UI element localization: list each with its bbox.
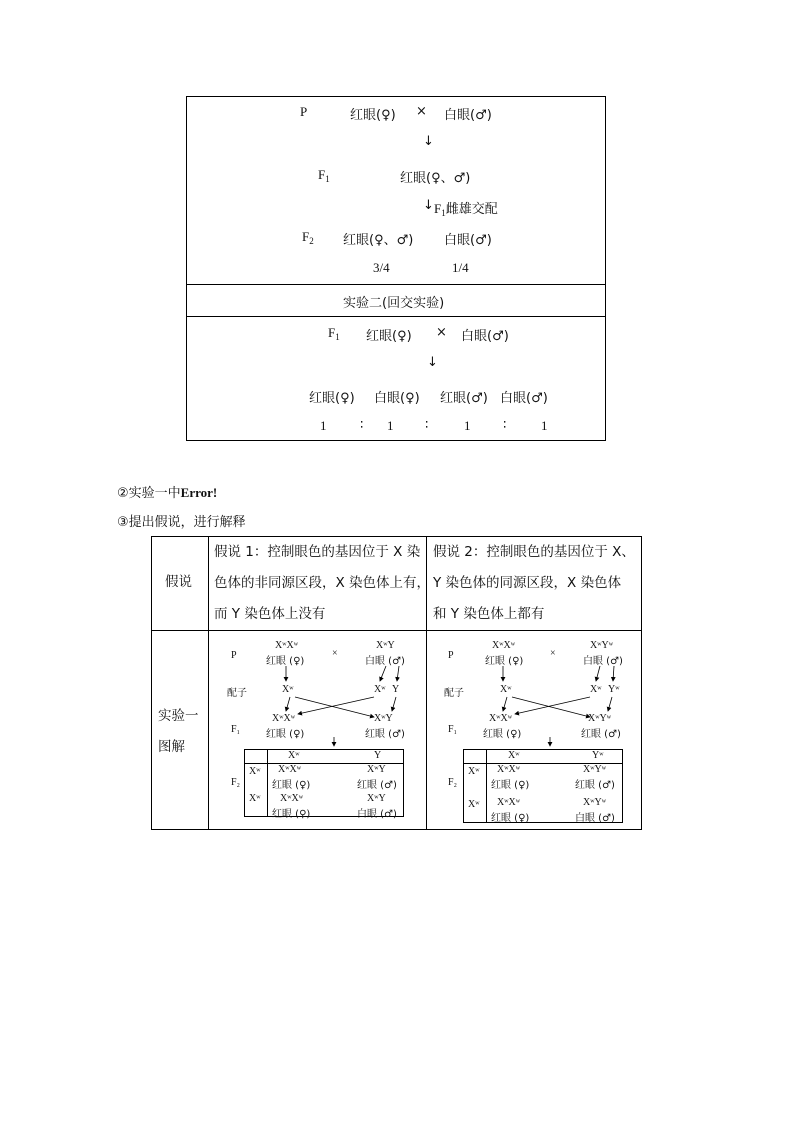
male-phenotype: 白眼 (♂) bbox=[583, 656, 623, 667]
gamete-label: 配子 bbox=[227, 688, 247, 699]
cell-genotype: XʷXʷ bbox=[497, 797, 521, 808]
offspring-2: 白眼(♀) bbox=[374, 391, 420, 406]
cell-phenotype: 红眼 (♂) bbox=[357, 780, 397, 791]
f1-result: 红眼(♀、♂) bbox=[400, 171, 471, 186]
hypothesis-2-line: 假说 2：控制眼色的基因位于 X、 bbox=[433, 544, 635, 560]
cell-phenotype: 红眼 (♀) bbox=[272, 809, 311, 820]
paragraph-3: ③提出假说，进行解释 bbox=[117, 515, 246, 530]
column-header: Xʷ bbox=[508, 750, 520, 761]
row-header: Xʷ bbox=[249, 793, 261, 804]
hypothesis-1-line: 而 Y 染色体上没有 bbox=[214, 606, 326, 622]
column-header: Yʷ bbox=[592, 750, 604, 761]
cross-symbol: × bbox=[436, 325, 447, 340]
ratio-value: 1 bbox=[541, 418, 548, 433]
diagram-header-line: 实验一 bbox=[158, 708, 199, 724]
paragraph-2: ②实验一中Error! bbox=[117, 485, 218, 501]
cell-genotype: XʷXʷ bbox=[280, 793, 304, 804]
female-phenotype: 红眼 (♀) bbox=[485, 656, 524, 667]
column-header: Xʷ bbox=[288, 750, 300, 761]
p-label: P bbox=[300, 104, 308, 119]
cell-phenotype: 红眼 (♀) bbox=[491, 813, 530, 824]
offspring-1: 红眼(♀) bbox=[309, 391, 355, 406]
ratio-colon: ∶ bbox=[425, 418, 429, 433]
ratio-red: 3/4 bbox=[373, 260, 390, 275]
down-arrow-icon: ↓ bbox=[423, 198, 434, 213]
row-header: Xʷ bbox=[249, 766, 261, 777]
down-arrow-icon: ↓ bbox=[423, 134, 434, 149]
f1-genotype-a: XʷXʷ bbox=[272, 713, 296, 724]
gamete-male-y: Yʷ bbox=[608, 684, 620, 695]
row-header: Xʷ bbox=[468, 766, 480, 777]
f1-genotype-b: XʷYʷ bbox=[588, 713, 612, 724]
f1-genotype-b: XʷY bbox=[374, 713, 393, 724]
female-genotype: XʷXʷ bbox=[275, 640, 299, 651]
f1-phenotype-a: 红眼 (♀) bbox=[483, 729, 522, 740]
gamete-male-x: Xʷ bbox=[590, 684, 602, 695]
exp2-title: 实验二(回交实验) bbox=[343, 296, 445, 311]
f2-red: 红眼(♀、♂) bbox=[343, 233, 414, 248]
down-arrow-icon: ↓ bbox=[427, 355, 438, 370]
exp2-male: 白眼(♂) bbox=[461, 329, 509, 344]
f1-label: F₁ bbox=[231, 724, 241, 735]
male-genotype: XʷYʷ bbox=[590, 640, 614, 651]
cell-phenotype: 白眼 (♂) bbox=[357, 809, 397, 820]
male-phenotype: 白眼 (♂) bbox=[365, 656, 405, 667]
f2-label: F₂ bbox=[448, 777, 458, 788]
cell-phenotype: 红眼 (♀) bbox=[272, 780, 311, 791]
ratio-value: 1 bbox=[387, 418, 394, 433]
hypothesis-header: 假说 bbox=[165, 574, 192, 590]
cell-genotype: XʷYʷ bbox=[583, 797, 607, 808]
exp2-f1-female: 红眼(♀) bbox=[366, 329, 412, 344]
gamete-male-x: Xʷ bbox=[374, 684, 386, 695]
cell-genotype: XʷY bbox=[367, 793, 386, 804]
hypothesis-2-line: 和 Y 染色体上都有 bbox=[433, 606, 545, 622]
gamete-label: 配子 bbox=[444, 688, 464, 699]
f1-label: $F_1$ bbox=[318, 167, 330, 184]
cell-phenotype: 红眼 (♂) bbox=[575, 780, 615, 791]
female-phenotype: 红眼 (♀) bbox=[266, 656, 305, 667]
cross-symbol: × bbox=[416, 104, 427, 119]
gamete-male-y: Y bbox=[392, 684, 400, 695]
cell-genotype: XʷXʷ bbox=[497, 764, 521, 775]
p-male: 白眼(♂) bbox=[444, 108, 492, 123]
ratio-value: 1 bbox=[464, 418, 471, 433]
p-label: P bbox=[231, 650, 237, 661]
f1-genotype-a: XʷXʷ bbox=[489, 713, 513, 724]
f1-cross-note: $F_1$雌雄交配 bbox=[434, 201, 498, 218]
cell-genotype: XʷXʷ bbox=[278, 764, 302, 775]
p-female: 红眼(♀) bbox=[350, 108, 396, 123]
male-genotype: XʷY bbox=[376, 640, 395, 651]
cross-symbol: × bbox=[332, 648, 338, 659]
f1-phenotype-b: 红眼 (♂) bbox=[581, 729, 621, 740]
cell-phenotype: 白眼 (♂) bbox=[575, 813, 615, 824]
ratio-value: 1 bbox=[320, 418, 327, 433]
ratio-colon: ∶ bbox=[360, 418, 364, 433]
hypothesis-2-line: Y 染色体的同源区段，X 染色体 bbox=[433, 575, 622, 591]
offspring-4: 白眼(♂) bbox=[500, 391, 548, 406]
f1-phenotype-b: 红眼 (♂) bbox=[365, 729, 405, 740]
hypothesis-1-line: 色体的非同源区段，X 染色体上有， bbox=[214, 575, 431, 591]
offspring-3: 红眼(♂) bbox=[440, 391, 488, 406]
f1-label: F₁ bbox=[448, 724, 458, 735]
hypothesis-1-line: 假说 1：控制眼色的基因位于 X 染 bbox=[214, 544, 421, 560]
row-header: Xʷ bbox=[468, 799, 480, 810]
female-genotype: XʷXʷ bbox=[492, 640, 516, 651]
f2-label: F₂ bbox=[231, 777, 241, 788]
f1-phenotype-a: 红眼 (♀) bbox=[266, 729, 305, 740]
gamete-female: Xʷ bbox=[282, 684, 294, 695]
diagram-header-line: 图解 bbox=[158, 739, 185, 755]
ratio-colon: ∶ bbox=[503, 418, 507, 433]
cell-genotype: XʷY bbox=[367, 764, 386, 775]
p-label: P bbox=[448, 650, 454, 661]
ratio-white: 1/4 bbox=[452, 260, 469, 275]
exp2-f1-label: $F_1$ bbox=[328, 325, 340, 342]
f2-label: $F_2$ bbox=[302, 229, 314, 246]
f2-white: 白眼(♂) bbox=[444, 233, 492, 248]
column-header: Y bbox=[374, 750, 382, 761]
cell-genotype: XʷYʷ bbox=[583, 764, 607, 775]
gamete-female: Xʷ bbox=[500, 684, 512, 695]
cross-symbol: × bbox=[550, 648, 556, 659]
cell-phenotype: 红眼 (♀) bbox=[491, 780, 530, 791]
